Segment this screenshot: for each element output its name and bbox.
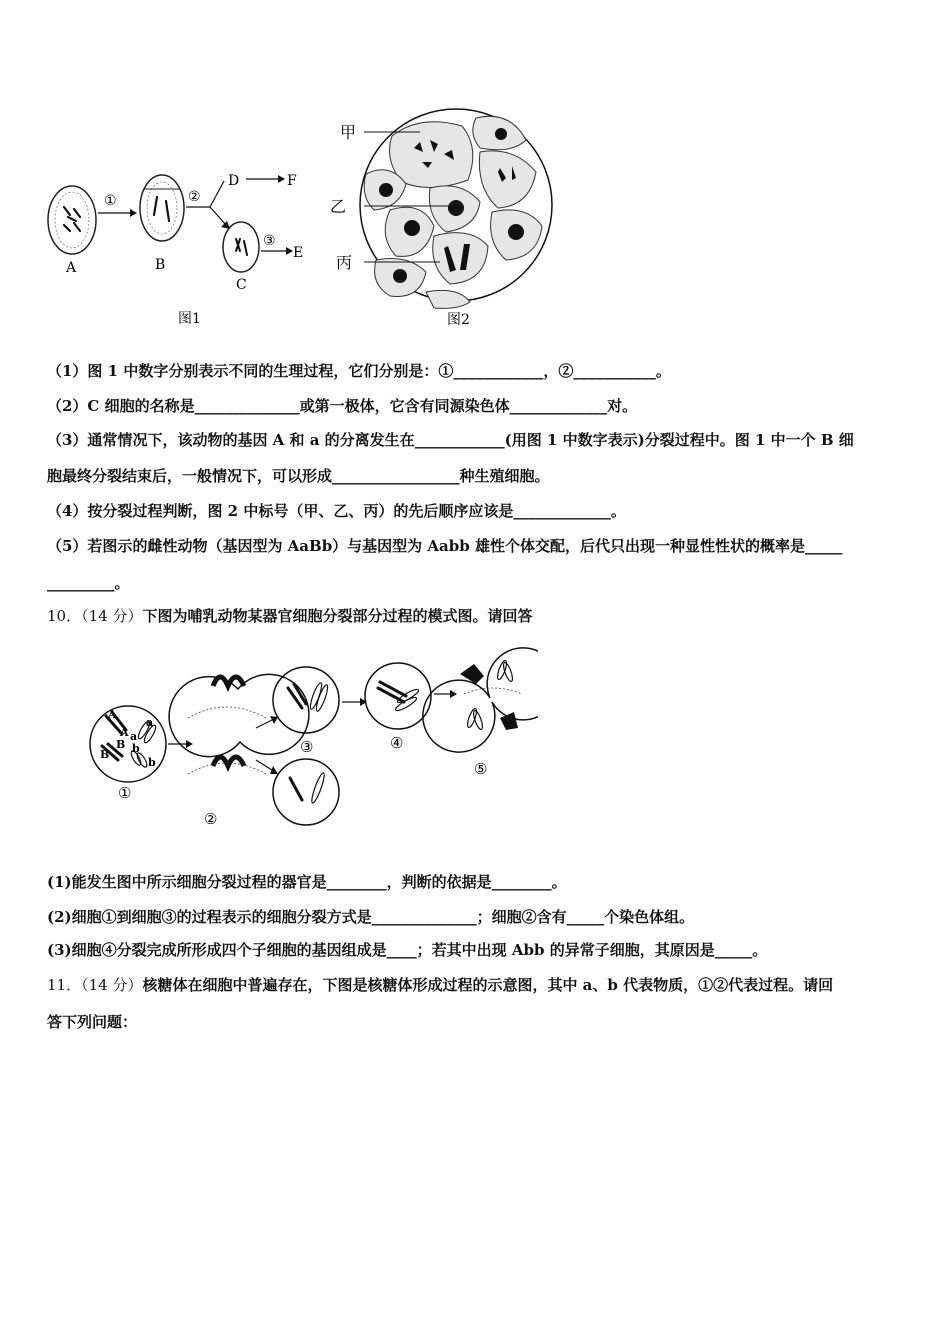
cell-5 (423, 648, 538, 752)
cell-3-label: ③ (300, 738, 314, 756)
label-d: D (228, 173, 240, 189)
step-2-label: ② (188, 189, 201, 205)
figure-2-caption: 图2 (447, 312, 470, 328)
label-yi: 乙 (330, 197, 347, 216)
q10-number: 10． (47, 607, 82, 625)
gene-lower-a1: a (146, 716, 154, 729)
q9-line-7: _________。 (47, 574, 130, 592)
q10-stem (47, 606, 532, 626)
q11-stem-text: 核糖体在细胞中普遍存在，下图是核糖体形成过程的示意图，其中 a、b 代表物质，①②代表过程。请回 (142, 976, 834, 994)
figure-1-caption: 图1 (178, 311, 201, 327)
cell-b (140, 175, 184, 241)
label-bing: 丙 (336, 253, 353, 272)
q9-line-3: （3）通常情况下，该动物的基因 A 和 a 的分离发生在____________(用图 1 中数字表示)分裂过程中。图 1 中一个 B 细 (47, 431, 854, 449)
gene-b2: B (100, 748, 110, 761)
cell-4 (365, 663, 431, 729)
label-c: C (236, 277, 247, 293)
q9-line-2: （2）C 细胞的名称是______________或第一极体，它含有同源染色体_____________对。 (47, 397, 638, 415)
step-1-label: ① (104, 193, 117, 209)
figure-2 (330, 96, 560, 336)
q9-line-5: （4）按分裂过程判断，图 2 中标号（甲、乙、丙）的先后顺序应该是_____________。 (47, 502, 626, 520)
cell-5-label: ⑤ (474, 760, 488, 778)
gene-lower-b1: b (132, 742, 140, 755)
label-f: F (287, 173, 297, 189)
label-a: A (66, 260, 77, 276)
cell-1 (90, 706, 166, 782)
cell-c (223, 222, 259, 272)
gene-lower-a2: a (130, 730, 138, 743)
q11-number: 11． (47, 976, 82, 994)
q11-stem (47, 975, 833, 995)
label-jia: 甲 (340, 123, 357, 142)
label-b: B (155, 257, 166, 273)
figure-1 (40, 165, 330, 335)
q10-score: （14 分） (81, 607, 143, 625)
q11-score: （14 分） (81, 976, 143, 994)
q9-line-4: 胞最终分裂结束后，一般情况下，可以形成_________________种生殖细胞。 (47, 467, 550, 485)
cell-2-daughter (273, 759, 339, 825)
gene-b1: B (116, 738, 126, 751)
q10-stem-text: 下图为哺乳动物某器官细胞分裂部分过程的模式图。请回答 (142, 607, 533, 625)
cell-2-label: ② (204, 810, 218, 828)
q10-line-2: (2)细胞①到细胞③的过程表示的细胞分裂方式是______________；细胞②含有_____个染色体组。 (47, 908, 695, 926)
cell-1-label: ① (118, 784, 132, 802)
gene-a2: A (120, 726, 129, 739)
q9-line-1: （1）图 1 中数字分别表示不同的生理过程，它们分别是：①____________，②___________。 (47, 362, 671, 380)
q10-line-1: (1)能发生图中所示细胞分裂过程的器官是________，判断的依据是________。 (47, 873, 567, 891)
step-3-label: ③ (263, 233, 276, 249)
q11-line-2: 答下列问题： (47, 1013, 138, 1031)
figure-cell-division (88, 634, 538, 834)
q9-line-6: （5）若图示的雌性动物（基因型为 AaBb）与基因型为 Aabb 雄性个体交配，后代只出现一种显性性状的概率是_____ (47, 537, 843, 555)
gene-lower-b2: b (148, 756, 156, 769)
q10-line-3: (3)细胞④分裂完成所形成四个子细胞的基因组成是____；若其中出现 Abb 的异常子细胞，其原因是_____。 (47, 941, 768, 959)
gene-a1: A (108, 708, 117, 721)
cell-4-label: ④ (390, 734, 404, 752)
label-e: E (293, 245, 304, 261)
